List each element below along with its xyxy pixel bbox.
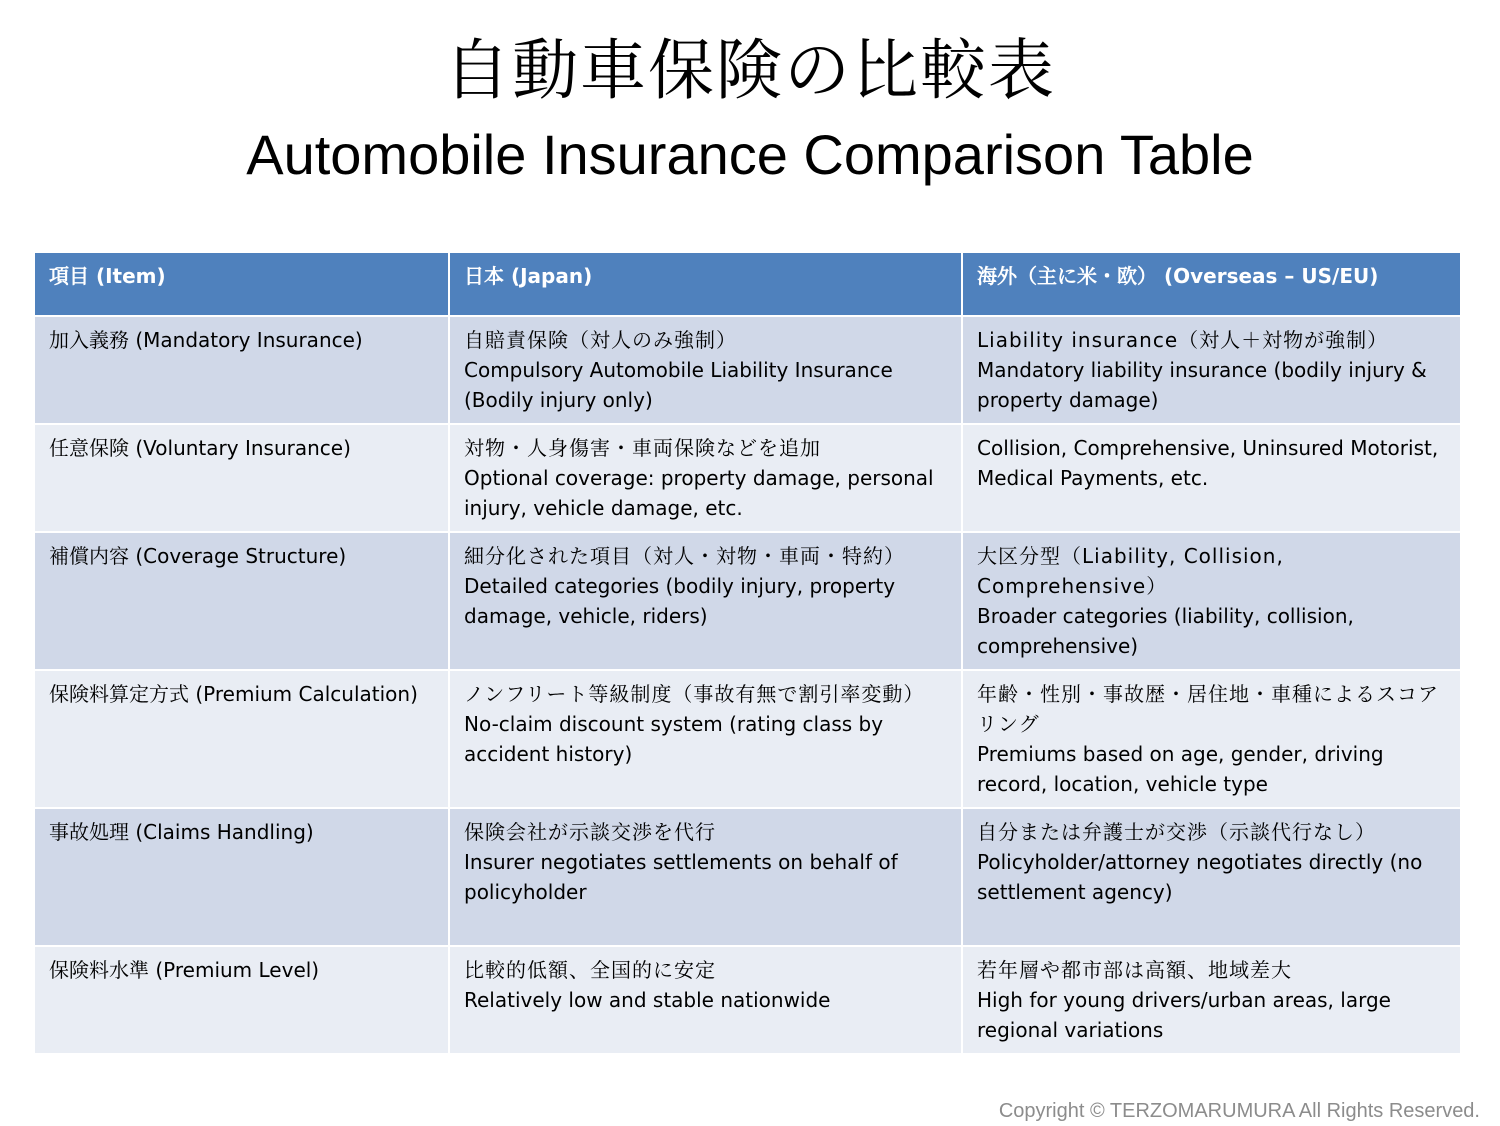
header-row [34,252,1461,316]
overseas-jp-text: 若年層や都市部は高額、地域差大 [977,958,1292,982]
japan-cell [449,946,962,1054]
overseas-jp-text: 自分または弁護士が交渉（示談代行なし） [977,820,1376,844]
japan-jp-text: 比較的低額、全国的に安定 [464,958,716,982]
overseas-jp-text: 年齢・性別・事故歴・居住地・車種によるスコアリング [977,682,1439,736]
japan-en-text: No-claim discount system (rating class by accident history) [464,712,884,766]
overseas-cell [962,808,1461,946]
japan-cell [449,424,962,532]
overseas-en-text: Collision, Comprehensive, Uninsured Motorist, Medical Payments, etc. [977,436,1439,490]
item-cell: 補償内容 (Coverage Structure) [34,532,449,670]
copyright-notice: Copyright © TERZOMARUMURA All Rights Reserved. [998,1100,1480,1122]
header-item: 項目 (Item) [34,252,449,316]
japan-en-text: Optional coverage: property damage, personal injury, vehicle damage, etc. [464,466,934,520]
overseas-cell [962,946,1461,1054]
japan-cell [449,808,962,946]
table-row [34,946,1461,1054]
item-cell: 事故処理 (Claims Handling) [34,808,449,946]
table-body [34,316,1461,1054]
table-row [34,808,1461,946]
item-cell: 保険料算定方式 (Premium Calculation) [34,670,449,808]
overseas-en-text: Broader categories (liability, collision, comprehensive) [977,604,1354,658]
japan-jp-text: 細分化された項目（対人・対物・車両・特約） [464,544,905,568]
table-header [34,252,1461,316]
japan-jp-text: 自賠責保険（対人のみ強制） [464,328,737,352]
header-overseas: 海外（主に米・欧） (Overseas – US/EU) [962,252,1461,316]
overseas-en-text: High for young drivers/urban areas, large regional variations [977,988,1391,1042]
japan-en-text: Relatively low and stable nationwide [464,988,831,1012]
overseas-en-text: Premiums based on age, gender, driving record, location, vehicle type [977,742,1384,796]
item-cell: 任意保険 (Voluntary Insurance) [34,424,449,532]
overseas-cell [962,670,1461,808]
overseas-jp-text: Liability insurance（対人＋対物が強制） [977,328,1389,352]
overseas-en-text: Mandatory liability insurance (bodily injury & property damage) [977,358,1427,412]
overseas-cell [962,424,1461,532]
item-cell: 保険料水準 (Premium Level) [34,946,449,1054]
japan-jp-text: 対物・人身傷害・車両保険などを追加 [464,436,821,460]
table-row [34,316,1461,424]
comparison-table [33,251,1462,1055]
page-title-japanese: 自動車保険の比較表 [444,32,1056,109]
japan-cell [449,316,962,424]
item-cell: 加入義務 (Mandatory Insurance) [34,316,449,424]
overseas-cell [962,316,1461,424]
overseas-jp-text: 大区分型（Liability, Collision, Comprehensive） [977,544,1284,598]
japan-cell [449,532,962,670]
header-japan: 日本 (Japan) [449,252,962,316]
japan-en-text: Insurer negotiates settlements on behalf of policyholder [464,850,898,904]
japan-en-text: Compulsory Automobile Liability Insurance (Bodily injury only) [464,358,893,412]
japan-jp-text: ノンフリート等級制度（事故有無で割引率変動） [464,682,925,706]
page-title-english: Automobile Insurance Comparison Table [246,123,1254,186]
table-row [34,670,1461,808]
japan-cell [449,670,962,808]
table-row [34,532,1461,670]
japan-en-text: Detailed categories (bodily injury, property damage, vehicle, riders) [464,574,896,628]
overseas-cell [962,532,1461,670]
table-row [34,424,1461,532]
japan-jp-text: 保険会社が示談交渉を代行 [464,820,716,844]
overseas-en-text: Policyholder/attorney negotiates directly (no settlement agency) [977,850,1423,904]
